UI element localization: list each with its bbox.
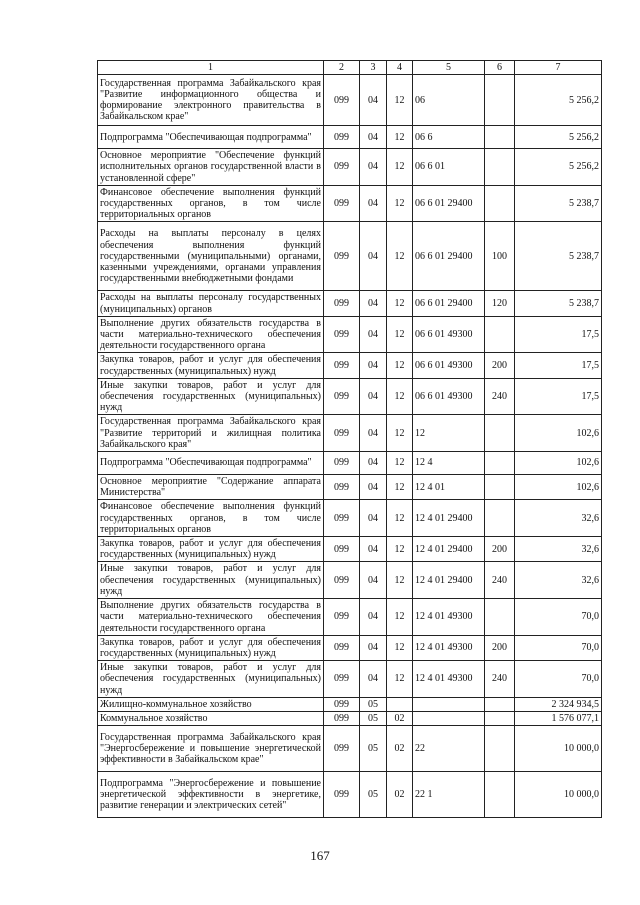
row-amount: 32,6 xyxy=(515,537,602,562)
row-expense-type xyxy=(485,316,515,353)
table-row xyxy=(98,537,602,562)
row-name: Закупка товаров, работ и услуг для обеспечения государственных (муниципальных) нужд xyxy=(98,635,324,660)
table-row xyxy=(98,149,602,186)
row-target-article: 06 6 01 49300 xyxy=(413,378,485,415)
row-amount: 10 000,0 xyxy=(515,726,602,772)
row-razdel: 04 xyxy=(360,452,387,475)
row-target-article: 06 6 xyxy=(413,126,485,149)
row-name: Основное мероприятие "Содержание аппарата Министерства" xyxy=(98,475,324,500)
row-amount: 70,0 xyxy=(515,661,602,698)
row-razdel: 04 xyxy=(360,185,387,222)
row-expense-type xyxy=(485,599,515,636)
row-expense-type: 100 xyxy=(485,222,515,291)
row-podrazdel: 12 xyxy=(387,378,413,415)
col-header-7: 7 xyxy=(515,61,602,75)
row-expense-type xyxy=(485,75,515,126)
row-razdel: 04 xyxy=(360,415,387,452)
row-expense-type xyxy=(485,697,515,711)
row-amount: 17,5 xyxy=(515,316,602,353)
row-expense-type: 200 xyxy=(485,353,515,378)
row-name: Финансовое обеспечение выполнения функций государственных органов, в том числе территориальных органов xyxy=(98,500,324,537)
row-name: Закупка товаров, работ и услуг для обеспечения государственных (муниципальных) нужд xyxy=(98,537,324,562)
row-podrazdel: 12 xyxy=(387,185,413,222)
budget-table xyxy=(97,60,602,818)
table-row xyxy=(98,500,602,537)
col-header-5: 5 xyxy=(413,61,485,75)
row-name: Государственная программа Забайкальского края "Развитие территорий и жилищная политика Забайкальского края" xyxy=(98,415,324,452)
row-amount: 102,6 xyxy=(515,415,602,452)
col-header-4: 4 xyxy=(387,61,413,75)
row-name: Коммунальное хозяйство xyxy=(98,711,324,725)
row-name: Иные закупки товаров, работ и услуг для обеспечения государственных (муниципальных) нужд xyxy=(98,378,324,415)
row-amount: 32,6 xyxy=(515,500,602,537)
col-header-6: 6 xyxy=(485,61,515,75)
row-target-article: 12 4 01 49300 xyxy=(413,635,485,660)
table-row xyxy=(98,415,602,452)
row-podrazdel: 12 xyxy=(387,661,413,698)
row-amount: 5 238,7 xyxy=(515,291,602,316)
row-grbs: 099 xyxy=(324,697,360,711)
row-grbs: 099 xyxy=(324,711,360,725)
row-grbs: 099 xyxy=(324,452,360,475)
row-target-article: 06 6 01 xyxy=(413,149,485,186)
row-grbs: 099 xyxy=(324,500,360,537)
table-row xyxy=(98,475,602,500)
row-name: Подпрограмма "Обеспечивающая подпрограмма" xyxy=(98,452,324,475)
row-podrazdel: 02 xyxy=(387,726,413,772)
row-target-article: 22 xyxy=(413,726,485,772)
row-podrazdel: 12 xyxy=(387,500,413,537)
row-target-article: 12 4 xyxy=(413,452,485,475)
row-grbs: 099 xyxy=(324,353,360,378)
row-grbs: 099 xyxy=(324,75,360,126)
row-grbs: 099 xyxy=(324,475,360,500)
row-podrazdel: 12 xyxy=(387,537,413,562)
row-razdel: 04 xyxy=(360,378,387,415)
row-target-article: 12 4 01 29400 xyxy=(413,537,485,562)
row-amount: 5 256,2 xyxy=(515,149,602,186)
row-name: Иные закупки товаров, работ и услуг для обеспечения государственных (муниципальных) нужд xyxy=(98,661,324,698)
row-podrazdel: 12 xyxy=(387,353,413,378)
row-amount: 2 324 934,5 xyxy=(515,697,602,711)
row-target-article: 06 6 01 29400 xyxy=(413,291,485,316)
row-podrazdel: 12 xyxy=(387,316,413,353)
row-target-article xyxy=(413,697,485,711)
row-target-article: 12 xyxy=(413,415,485,452)
table-row xyxy=(98,726,602,772)
row-razdel: 04 xyxy=(360,222,387,291)
row-amount: 70,0 xyxy=(515,635,602,660)
row-amount: 5 238,7 xyxy=(515,222,602,291)
row-expense-type: 200 xyxy=(485,635,515,660)
row-razdel: 05 xyxy=(360,711,387,725)
row-razdel: 04 xyxy=(360,562,387,599)
row-amount: 5 256,2 xyxy=(515,75,602,126)
row-name: Государственная программа Забайкальского края "Энергосбережение и повышение энергетической эффективности в Забайкальском крае" xyxy=(98,726,324,772)
row-target-article: 12 4 01 49300 xyxy=(413,599,485,636)
row-amount: 17,5 xyxy=(515,378,602,415)
col-header-3: 3 xyxy=(360,61,387,75)
row-razdel: 04 xyxy=(360,635,387,660)
row-target-article: 22 1 xyxy=(413,772,485,818)
row-target-article: 06 6 01 29400 xyxy=(413,185,485,222)
table-row xyxy=(98,599,602,636)
table-row xyxy=(98,353,602,378)
row-razdel: 04 xyxy=(360,599,387,636)
row-grbs: 099 xyxy=(324,126,360,149)
row-name: Государственная программа Забайкальского края "Развитие информационного общества и формирование электронного правительства в Забайкальском крае" xyxy=(98,75,324,126)
table-row xyxy=(98,75,602,126)
row-target-article: 06 xyxy=(413,75,485,126)
table-row xyxy=(98,562,602,599)
row-expense-type xyxy=(485,185,515,222)
row-podrazdel xyxy=(387,697,413,711)
row-podrazdel: 12 xyxy=(387,635,413,660)
row-name: Закупка товаров, работ и услуг для обеспечения государственных (муниципальных) нужд xyxy=(98,353,324,378)
row-razdel: 04 xyxy=(360,475,387,500)
row-name: Финансовое обеспечение выполнения функций государственных органов, в том числе территориальных органов xyxy=(98,185,324,222)
row-expense-type xyxy=(485,711,515,725)
row-razdel: 04 xyxy=(360,500,387,537)
row-razdel: 05 xyxy=(360,697,387,711)
row-target-article: 06 6 01 29400 xyxy=(413,222,485,291)
row-name: Основное мероприятие "Обеспечение функций исполнительных органов государственной власти в установленной сфере" xyxy=(98,149,324,186)
row-amount: 102,6 xyxy=(515,452,602,475)
row-grbs: 099 xyxy=(324,149,360,186)
row-podrazdel: 12 xyxy=(387,562,413,599)
row-grbs: 099 xyxy=(324,291,360,316)
row-grbs: 099 xyxy=(324,562,360,599)
col-header-2: 2 xyxy=(324,61,360,75)
row-grbs: 099 xyxy=(324,185,360,222)
row-podrazdel: 12 xyxy=(387,475,413,500)
row-razdel: 05 xyxy=(360,772,387,818)
row-target-article: 06 6 01 49300 xyxy=(413,316,485,353)
row-grbs: 099 xyxy=(324,415,360,452)
row-amount: 5 256,2 xyxy=(515,126,602,149)
row-expense-type xyxy=(485,415,515,452)
row-podrazdel: 12 xyxy=(387,599,413,636)
row-expense-type xyxy=(485,149,515,186)
table-row xyxy=(98,697,602,711)
table-row xyxy=(98,635,602,660)
row-amount: 70,0 xyxy=(515,599,602,636)
row-expense-type: 240 xyxy=(485,378,515,415)
row-name: Выполнение других обязательств государства в части материально-технического обеспечения деятельности государственного органа xyxy=(98,599,324,636)
table-row xyxy=(98,452,602,475)
row-name: Подпрограмма "Энергосбережение и повышение энергетической эффективности в энергетике, развитие генерации и электрических сетей" xyxy=(98,772,324,818)
row-podrazdel: 12 xyxy=(387,222,413,291)
row-razdel: 04 xyxy=(360,537,387,562)
row-target-article: 12 4 01 29400 xyxy=(413,562,485,599)
row-name: Расходы на выплаты персоналу государственных (муниципальных) органов xyxy=(98,291,324,316)
row-expense-type xyxy=(485,500,515,537)
row-name: Расходы на выплаты персоналу в целях обеспечения выполнения функций государственными (муниципальными) органами, казенными учреждениями, органами управления государственными внебюджетными фондами xyxy=(98,222,324,291)
row-razdel: 04 xyxy=(360,353,387,378)
row-amount: 17,5 xyxy=(515,353,602,378)
table-row xyxy=(98,772,602,818)
row-expense-type xyxy=(485,126,515,149)
col-header-name: 1 xyxy=(98,61,324,75)
row-name: Выполнение других обязательств государства в части материально-технического обеспечения деятельности государственного органа xyxy=(98,316,324,353)
row-expense-type: 200 xyxy=(485,537,515,562)
row-grbs: 099 xyxy=(324,222,360,291)
row-podrazdel: 02 xyxy=(387,711,413,725)
row-name: Подпрограмма "Обеспечивающая подпрограмма" xyxy=(98,126,324,149)
row-podrazdel: 12 xyxy=(387,126,413,149)
row-podrazdel: 12 xyxy=(387,149,413,186)
row-grbs: 099 xyxy=(324,661,360,698)
row-podrazdel: 12 xyxy=(387,452,413,475)
row-grbs: 099 xyxy=(324,316,360,353)
row-razdel: 04 xyxy=(360,75,387,126)
row-expense-type xyxy=(485,475,515,500)
row-grbs: 099 xyxy=(324,537,360,562)
row-razdel: 04 xyxy=(360,316,387,353)
row-name: Жилищно-коммунальное хозяйство xyxy=(98,697,324,711)
row-grbs: 099 xyxy=(324,378,360,415)
row-razdel: 04 xyxy=(360,126,387,149)
row-grbs: 099 xyxy=(324,726,360,772)
row-grbs: 099 xyxy=(324,772,360,818)
table-row xyxy=(98,378,602,415)
row-expense-type: 120 xyxy=(485,291,515,316)
row-expense-type: 240 xyxy=(485,661,515,698)
row-grbs: 099 xyxy=(324,599,360,636)
row-razdel: 04 xyxy=(360,291,387,316)
table-row xyxy=(98,711,602,725)
row-amount: 5 238,7 xyxy=(515,185,602,222)
row-target-article: 06 6 01 49300 xyxy=(413,353,485,378)
row-target-article: 12 4 01 xyxy=(413,475,485,500)
row-target-article: 12 4 01 49300 xyxy=(413,661,485,698)
table-row xyxy=(98,185,602,222)
row-amount: 1 576 077,1 xyxy=(515,711,602,725)
row-podrazdel: 12 xyxy=(387,291,413,316)
table-row xyxy=(98,661,602,698)
row-amount: 10 000,0 xyxy=(515,772,602,818)
row-razdel: 04 xyxy=(360,661,387,698)
row-expense-type xyxy=(485,772,515,818)
row-target-article xyxy=(413,711,485,725)
table-row xyxy=(98,126,602,149)
row-amount: 32,6 xyxy=(515,562,602,599)
row-razdel: 04 xyxy=(360,149,387,186)
row-expense-type xyxy=(485,452,515,475)
row-podrazdel: 12 xyxy=(387,75,413,126)
table-header-row xyxy=(98,61,602,75)
row-amount: 102,6 xyxy=(515,475,602,500)
row-grbs: 099 xyxy=(324,635,360,660)
row-podrazdel: 02 xyxy=(387,772,413,818)
row-target-article: 12 4 01 29400 xyxy=(413,500,485,537)
row-podrazdel: 12 xyxy=(387,415,413,452)
row-expense-type xyxy=(485,726,515,772)
row-razdel: 05 xyxy=(360,726,387,772)
table-row xyxy=(98,316,602,353)
row-name: Иные закупки товаров, работ и услуг для обеспечения государственных (муниципальных) нужд xyxy=(98,562,324,599)
table-row xyxy=(98,222,602,291)
page-number: 167 xyxy=(310,848,330,863)
row-expense-type: 240 xyxy=(485,562,515,599)
table-row xyxy=(98,291,602,316)
